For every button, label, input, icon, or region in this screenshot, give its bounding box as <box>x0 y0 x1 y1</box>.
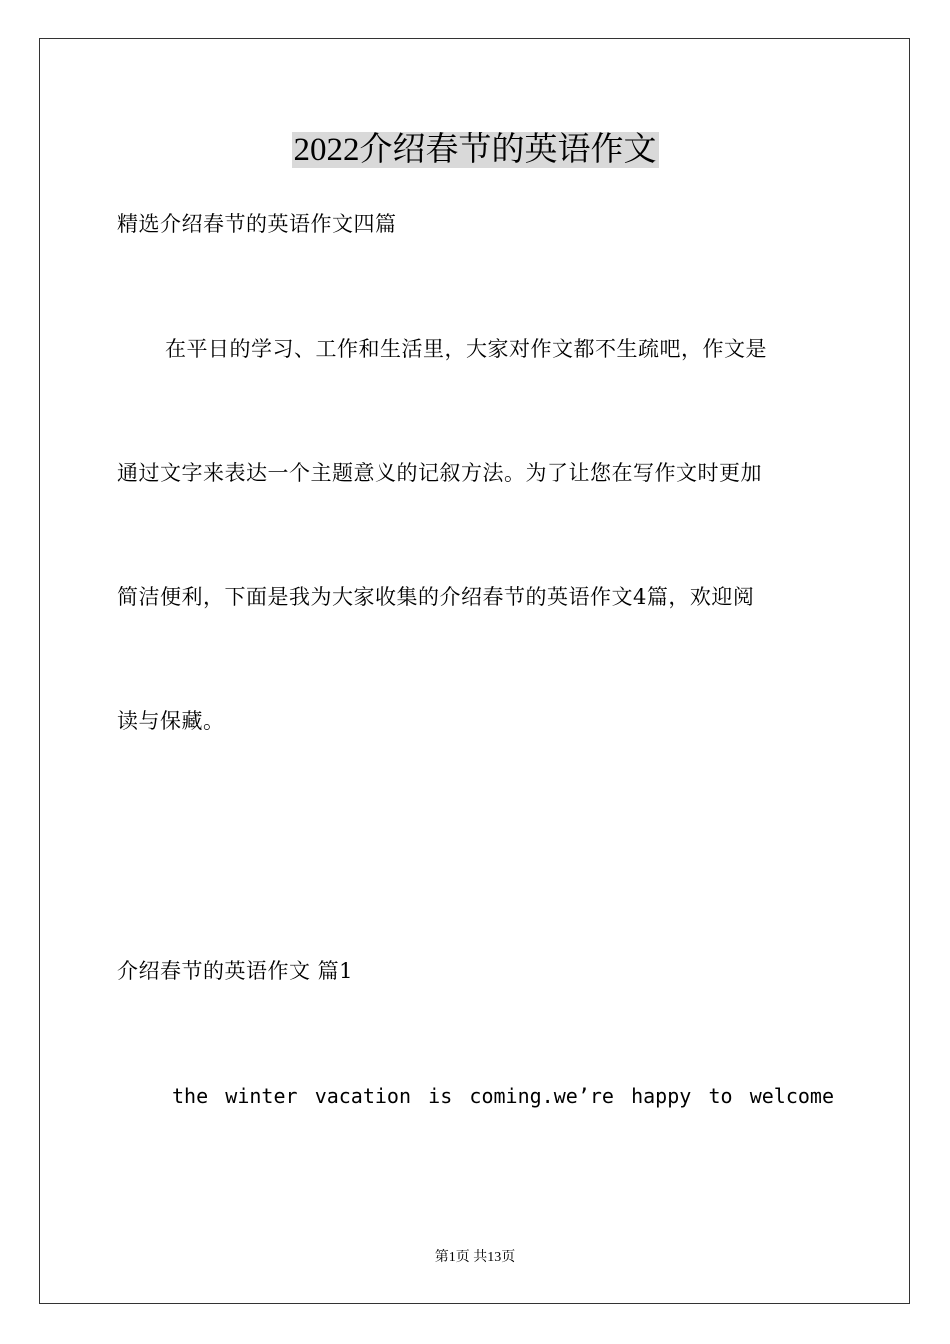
english-word: is <box>428 1084 453 1108</box>
intro-paragraph-line: 读与保藏。 <box>117 709 225 733</box>
english-word: coming.we’re <box>469 1084 614 1108</box>
document-subtitle: 精选介绍春节的英语作文四篇 <box>117 212 397 236</box>
intro-paragraph-line: 在平日的学习、工作和生活里，大家对作文都不生疏吧，作文是 <box>165 337 767 361</box>
section-heading: 介绍春节的英语作文 篇1 <box>117 959 354 983</box>
intro-paragraph-line: 简洁便利，下面是我为大家收集的介绍春节的英语作文4篇，欢迎阅 <box>117 585 755 609</box>
english-text-line <box>172 1081 834 1111</box>
english-word: vacation <box>314 1084 412 1108</box>
english-word: the <box>172 1084 209 1108</box>
english-word: to <box>708 1084 733 1108</box>
page-footer: 第1页 共13页 <box>434 1250 516 1265</box>
english-word: happy <box>631 1084 692 1108</box>
english-word: welcome <box>749 1084 834 1108</box>
intro-paragraph-line: 通过文字来表达一个主题意义的记叙方法。为了让您在写作文时更加 <box>117 461 762 485</box>
english-word: winter <box>225 1084 298 1108</box>
document-title <box>0 126 950 174</box>
document-title-text: 2022介绍春节的英语作文 <box>293 132 657 168</box>
